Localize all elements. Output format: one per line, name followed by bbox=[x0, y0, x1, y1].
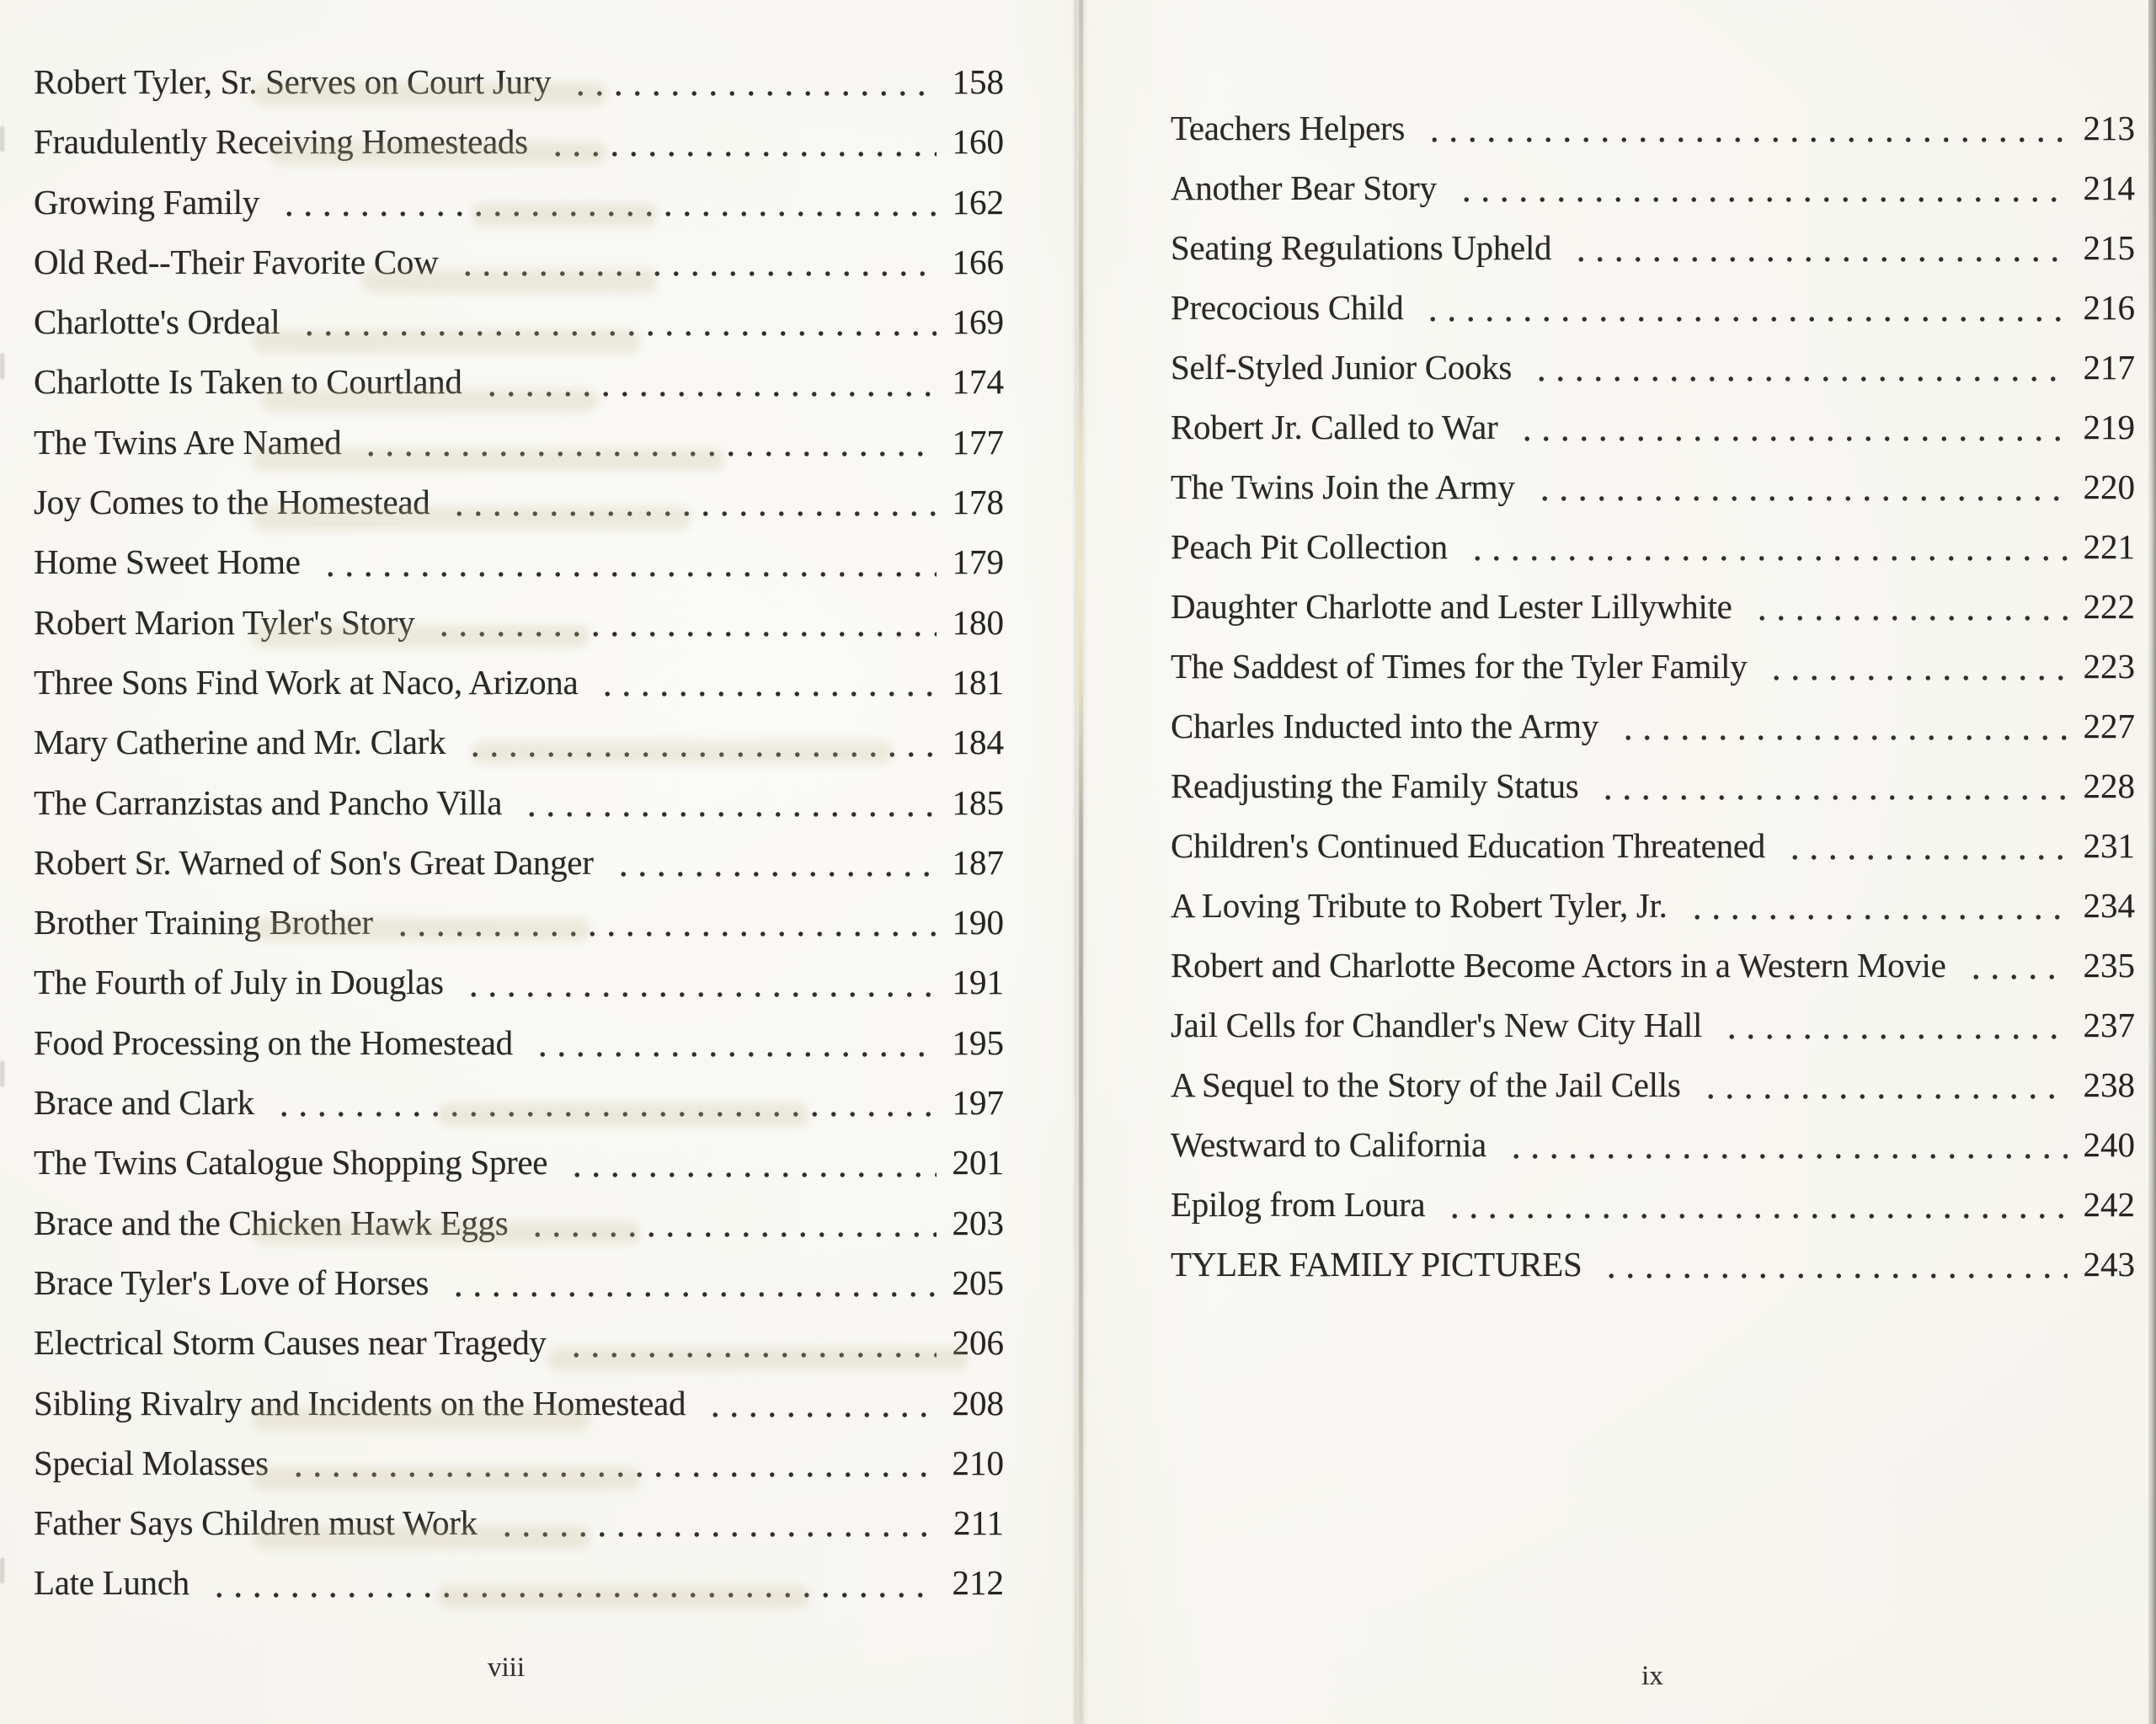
toc-entry-title: Three Sons Find Work at Naco, Arizona bbox=[34, 662, 579, 702]
toc-entry bbox=[1171, 1235, 2135, 1294]
toc-entry bbox=[1171, 637, 2135, 697]
toc-entry-page: 231 bbox=[2083, 826, 2135, 865]
toc-entry-title: Westward to California bbox=[1171, 1125, 1486, 1164]
toc-entry-title: Brace and the Chicken Hawk Eggs bbox=[34, 1203, 509, 1242]
dot-leader bbox=[614, 833, 937, 893]
toc-entry-page: 219 bbox=[2083, 408, 2135, 446]
dot-leader bbox=[1753, 577, 2068, 637]
dot-leader bbox=[1767, 637, 2068, 697]
toc-entry-title: A Sequel to the Story of the Jail Cells bbox=[1171, 1065, 1681, 1104]
dot-leader bbox=[522, 773, 937, 833]
toc-entry-title: Brother Training Brother bbox=[34, 903, 373, 942]
toc-entry-title: Epilog from Loura bbox=[1171, 1185, 1426, 1224]
scan-edge-mark bbox=[0, 1558, 4, 1583]
toc-entry-page: 238 bbox=[2083, 1065, 2135, 1104]
dot-leader bbox=[321, 532, 937, 592]
toc-entry bbox=[34, 833, 1004, 893]
page-right bbox=[1088, 0, 2156, 1724]
dot-leader bbox=[598, 653, 937, 713]
toc-entry bbox=[1171, 1055, 2135, 1115]
toc-entry-page: 216 bbox=[2083, 288, 2135, 327]
toc-entry bbox=[34, 1253, 1004, 1313]
page-number-left: viii bbox=[487, 1652, 525, 1683]
toc-entry-page: 217 bbox=[2083, 348, 2135, 387]
toc-entry bbox=[1171, 1115, 2135, 1175]
scan-edge-mark bbox=[0, 1061, 4, 1086]
dot-leader bbox=[1425, 99, 2068, 158]
toc-entry-title: Daughter Charlotte and Lester Lillywhite bbox=[1171, 587, 1732, 626]
toc-entry-title: Mary Catherine and Mr. Clark bbox=[34, 723, 446, 762]
toc-entry bbox=[1171, 517, 2135, 577]
toc-entry bbox=[1171, 99, 2135, 158]
toc-entry-title: Old Red--Their Favorite Cow bbox=[34, 242, 439, 281]
toc-entry-title: The Saddest of Times for the Tyler Family bbox=[1171, 647, 1748, 686]
page-number-right: ix bbox=[1641, 1661, 1663, 1691]
toc-entry-page: 237 bbox=[2083, 1006, 2135, 1044]
toc-entry bbox=[1171, 876, 2135, 936]
toc-entry-page: 178 bbox=[952, 483, 1004, 522]
bleed-through-line bbox=[253, 330, 640, 353]
scan-edge-mark bbox=[0, 354, 4, 379]
toc-entry-page: 177 bbox=[952, 422, 1004, 462]
toc-entry-page: 181 bbox=[952, 662, 1004, 702]
toc-entry-page: 169 bbox=[952, 302, 1004, 342]
toc-entry bbox=[1171, 158, 2135, 218]
toc-entry bbox=[1171, 577, 2135, 637]
toc-entry-title: Peach Pit Collection bbox=[1171, 527, 1448, 566]
toc-entry bbox=[34, 953, 1004, 1012]
dot-leader bbox=[1602, 1235, 2068, 1294]
toc-entry-page: 160 bbox=[952, 122, 1004, 162]
toc-entry-title: Charlotte Is Taken to Courtland bbox=[34, 362, 462, 402]
page-left bbox=[0, 0, 1071, 1724]
toc-entry-page: 206 bbox=[952, 1323, 1004, 1363]
toc-entry-page: 212 bbox=[952, 1563, 1004, 1603]
toc-entry bbox=[1171, 398, 2135, 457]
bleed-through-line bbox=[253, 1221, 640, 1244]
toc-entry-page: 222 bbox=[2083, 587, 2135, 626]
toc-entry-title: Home Sweet Home bbox=[34, 542, 301, 582]
toc-entry bbox=[1171, 338, 2135, 398]
toc-entry bbox=[1171, 697, 2135, 756]
dot-leader bbox=[548, 112, 937, 172]
bleed-through-line bbox=[253, 448, 724, 471]
toc-entry-page: 228 bbox=[2083, 766, 2135, 805]
toc-entry-page: 179 bbox=[952, 542, 1004, 582]
bleed-through-line bbox=[472, 204, 657, 227]
toc-entry bbox=[1171, 995, 2135, 1055]
bleed-through-line bbox=[253, 1526, 590, 1549]
toc-entry-title: Special Molasses bbox=[34, 1443, 269, 1482]
toc-entry-page: 203 bbox=[952, 1203, 1004, 1242]
scan-edge-artifact-right bbox=[2148, 0, 2156, 1724]
toc-entry-title: Children's Continued Education Threatened bbox=[1171, 826, 1765, 865]
toc-entry bbox=[1171, 756, 2135, 816]
bleed-through-line bbox=[253, 625, 590, 648]
bleed-through-line bbox=[438, 1103, 808, 1126]
toc-entry-title: Robert and Charlotte Become Actors in a Western Movie bbox=[1171, 946, 1946, 985]
dot-leader bbox=[1598, 756, 2068, 816]
toc-entry bbox=[1171, 218, 2135, 278]
toc-entry-title: Charlotte's Ordeal bbox=[34, 302, 280, 342]
dot-leader bbox=[1701, 1055, 2068, 1115]
toc-entry-page: 190 bbox=[952, 903, 1004, 942]
toc-entry-title: A Loving Tribute to Robert Tyler, Jr. bbox=[1171, 886, 1668, 925]
dot-leader bbox=[1507, 1115, 2068, 1175]
bleed-through-line bbox=[253, 83, 606, 105]
bleed-through-line bbox=[253, 1408, 590, 1431]
toc-entry-title: Readjusting the Family Status bbox=[1171, 766, 1579, 805]
toc-entry-page: 223 bbox=[2083, 647, 2135, 686]
toc-entry-title: Late Lunch bbox=[34, 1563, 189, 1603]
toc-entry-title: Jail Cells for Chandler's New City Hall bbox=[1171, 1006, 1703, 1044]
toc-entry-page: 227 bbox=[2083, 707, 2135, 745]
toc-entry bbox=[34, 1013, 1004, 1073]
toc-entry-title: Robert Sr. Warned of Son's Great Danger bbox=[34, 842, 594, 882]
toc-entry-page: 208 bbox=[952, 1383, 1004, 1422]
toc-entry-page: 195 bbox=[952, 1022, 1004, 1062]
toc-entry-page: 211 bbox=[953, 1503, 1004, 1543]
toc-entry bbox=[34, 532, 1004, 592]
scan-edge-mark bbox=[0, 126, 4, 152]
toc-entry-page: 201 bbox=[952, 1143, 1004, 1182]
dot-leader bbox=[1785, 816, 2068, 876]
toc-entry-page: 221 bbox=[2083, 527, 2135, 566]
toc-entry-title: Charles Inducted into the Army bbox=[1171, 707, 1598, 745]
center-fold-crease bbox=[1071, 0, 1088, 1724]
toc-entry-title: Brace and Clark bbox=[34, 1083, 254, 1123]
dot-leader bbox=[1532, 338, 2068, 398]
toc-entry-title: Food Processing on the Homestead bbox=[34, 1022, 513, 1062]
dot-leader bbox=[1572, 218, 2068, 278]
dot-leader bbox=[449, 1253, 937, 1313]
toc-entry bbox=[34, 653, 1004, 713]
dot-leader bbox=[568, 1133, 937, 1193]
toc-entry bbox=[1171, 278, 2135, 338]
dot-leader bbox=[1722, 995, 2068, 1055]
toc-list-right bbox=[1171, 99, 2135, 1294]
bleed-through-line bbox=[472, 741, 893, 764]
toc-entry-title: The Carranzistas and Pancho Villa bbox=[34, 782, 503, 822]
toc-entry-page: 158 bbox=[952, 62, 1004, 101]
toc-entry-title: Self-Styled Junior Cooks bbox=[1171, 348, 1513, 387]
toc-entry-page: 174 bbox=[952, 362, 1004, 402]
toc-entry-title: Robert Marion Tyler's Story bbox=[34, 602, 415, 642]
toc-entry-page: 234 bbox=[2083, 886, 2135, 925]
toc-entry-page: 191 bbox=[952, 963, 1004, 1002]
bleed-through-line bbox=[253, 507, 691, 530]
toc-entry-title: Seating Regulations Upheld bbox=[1171, 228, 1552, 267]
dot-leader bbox=[1967, 936, 2068, 995]
toc-entry bbox=[34, 1133, 1004, 1193]
toc-entry-page: 180 bbox=[952, 602, 1004, 642]
toc-entry-page: 235 bbox=[2083, 946, 2135, 985]
toc-entry bbox=[1171, 457, 2135, 517]
toc-entry-page: 197 bbox=[952, 1083, 1004, 1123]
toc-entry-title: Teachers Helpers bbox=[1171, 109, 1406, 147]
dot-leader bbox=[1423, 278, 2068, 338]
toc-entry-page: 242 bbox=[2083, 1185, 2135, 1224]
toc-entry bbox=[1171, 936, 2135, 995]
toc-entry-page: 162 bbox=[952, 182, 1004, 222]
dot-leader bbox=[1619, 697, 2068, 756]
toc-entry bbox=[1171, 816, 2135, 876]
toc-entry-title: Joy Comes to the Homestead bbox=[34, 483, 430, 522]
bleed-through-line bbox=[547, 1348, 969, 1370]
dot-leader bbox=[1457, 158, 2068, 218]
crease-highlight-line bbox=[1079, 0, 1083, 1724]
toc-entry-page: 184 bbox=[952, 723, 1004, 762]
toc-entry-page: 220 bbox=[2083, 467, 2135, 506]
toc-entry-title: Sibling Rivalry and Incidents on the Homestead bbox=[34, 1383, 686, 1422]
toc-entry-page: 243 bbox=[2083, 1245, 2135, 1284]
toc-entry-title: The Fourth of July in Douglas bbox=[34, 963, 444, 1002]
toc-entry-title: The Twins Join the Army bbox=[1171, 467, 1515, 506]
toc-entry-title: Robert Jr. Called to War bbox=[1171, 408, 1498, 446]
toc-entry-title: Another Bear Story bbox=[1171, 168, 1437, 207]
dot-leader bbox=[1535, 457, 2068, 517]
toc-entry-title: Brace Tyler's Love of Horses bbox=[34, 1262, 429, 1302]
toc-entry bbox=[1171, 1175, 2135, 1235]
bleed-through-line bbox=[362, 270, 657, 292]
toc-entry-page: 166 bbox=[952, 242, 1004, 281]
toc-entry-title: Fraudulently Receiving Homesteads bbox=[34, 122, 528, 162]
toc-entry-page: 210 bbox=[952, 1443, 1004, 1482]
bleed-through-line bbox=[253, 918, 590, 941]
dot-leader bbox=[706, 1374, 937, 1433]
bleed-through-line bbox=[261, 389, 598, 412]
dot-leader bbox=[1688, 876, 2068, 936]
toc-entry-page: 215 bbox=[2083, 228, 2135, 267]
toc-entry-page: 185 bbox=[952, 782, 1004, 822]
bleed-through-line bbox=[438, 1585, 808, 1608]
dot-leader bbox=[571, 52, 937, 112]
toc-entry-title: TYLER FAMILY PICTURES bbox=[1171, 1245, 1582, 1284]
bleed-through-line bbox=[253, 1467, 640, 1490]
toc-entry-title: The Twins Are Named bbox=[34, 422, 342, 462]
bleed-through-line bbox=[270, 141, 606, 164]
toc-entry-page: 213 bbox=[2083, 109, 2135, 147]
toc-entry-title: Precocious Child bbox=[1171, 288, 1404, 327]
dot-leader bbox=[464, 953, 937, 1012]
toc-entry-page: 240 bbox=[2083, 1125, 2135, 1164]
dot-leader bbox=[1468, 517, 2068, 577]
dot-leader bbox=[533, 1013, 937, 1073]
toc-entry-title: Growing Family bbox=[34, 182, 259, 222]
toc-entry-page: 214 bbox=[2083, 168, 2135, 207]
toc-entry-title: Father Says Children must Work bbox=[34, 1503, 478, 1543]
dot-leader bbox=[1518, 398, 2068, 457]
crease-shadow-line bbox=[1075, 0, 1076, 1724]
toc-entry-page: 187 bbox=[952, 842, 1004, 882]
toc-entry-title: Robert Tyler, Sr. Serves on Court Jury bbox=[34, 62, 552, 101]
toc-entry-title: Electrical Storm Causes near Tragedy bbox=[34, 1323, 547, 1363]
toc-entry-page: 205 bbox=[952, 1262, 1004, 1302]
toc-entry-title: The Twins Catalogue Shopping Spree bbox=[34, 1143, 548, 1182]
toc-entry bbox=[34, 773, 1004, 833]
dot-leader bbox=[1445, 1175, 2068, 1235]
